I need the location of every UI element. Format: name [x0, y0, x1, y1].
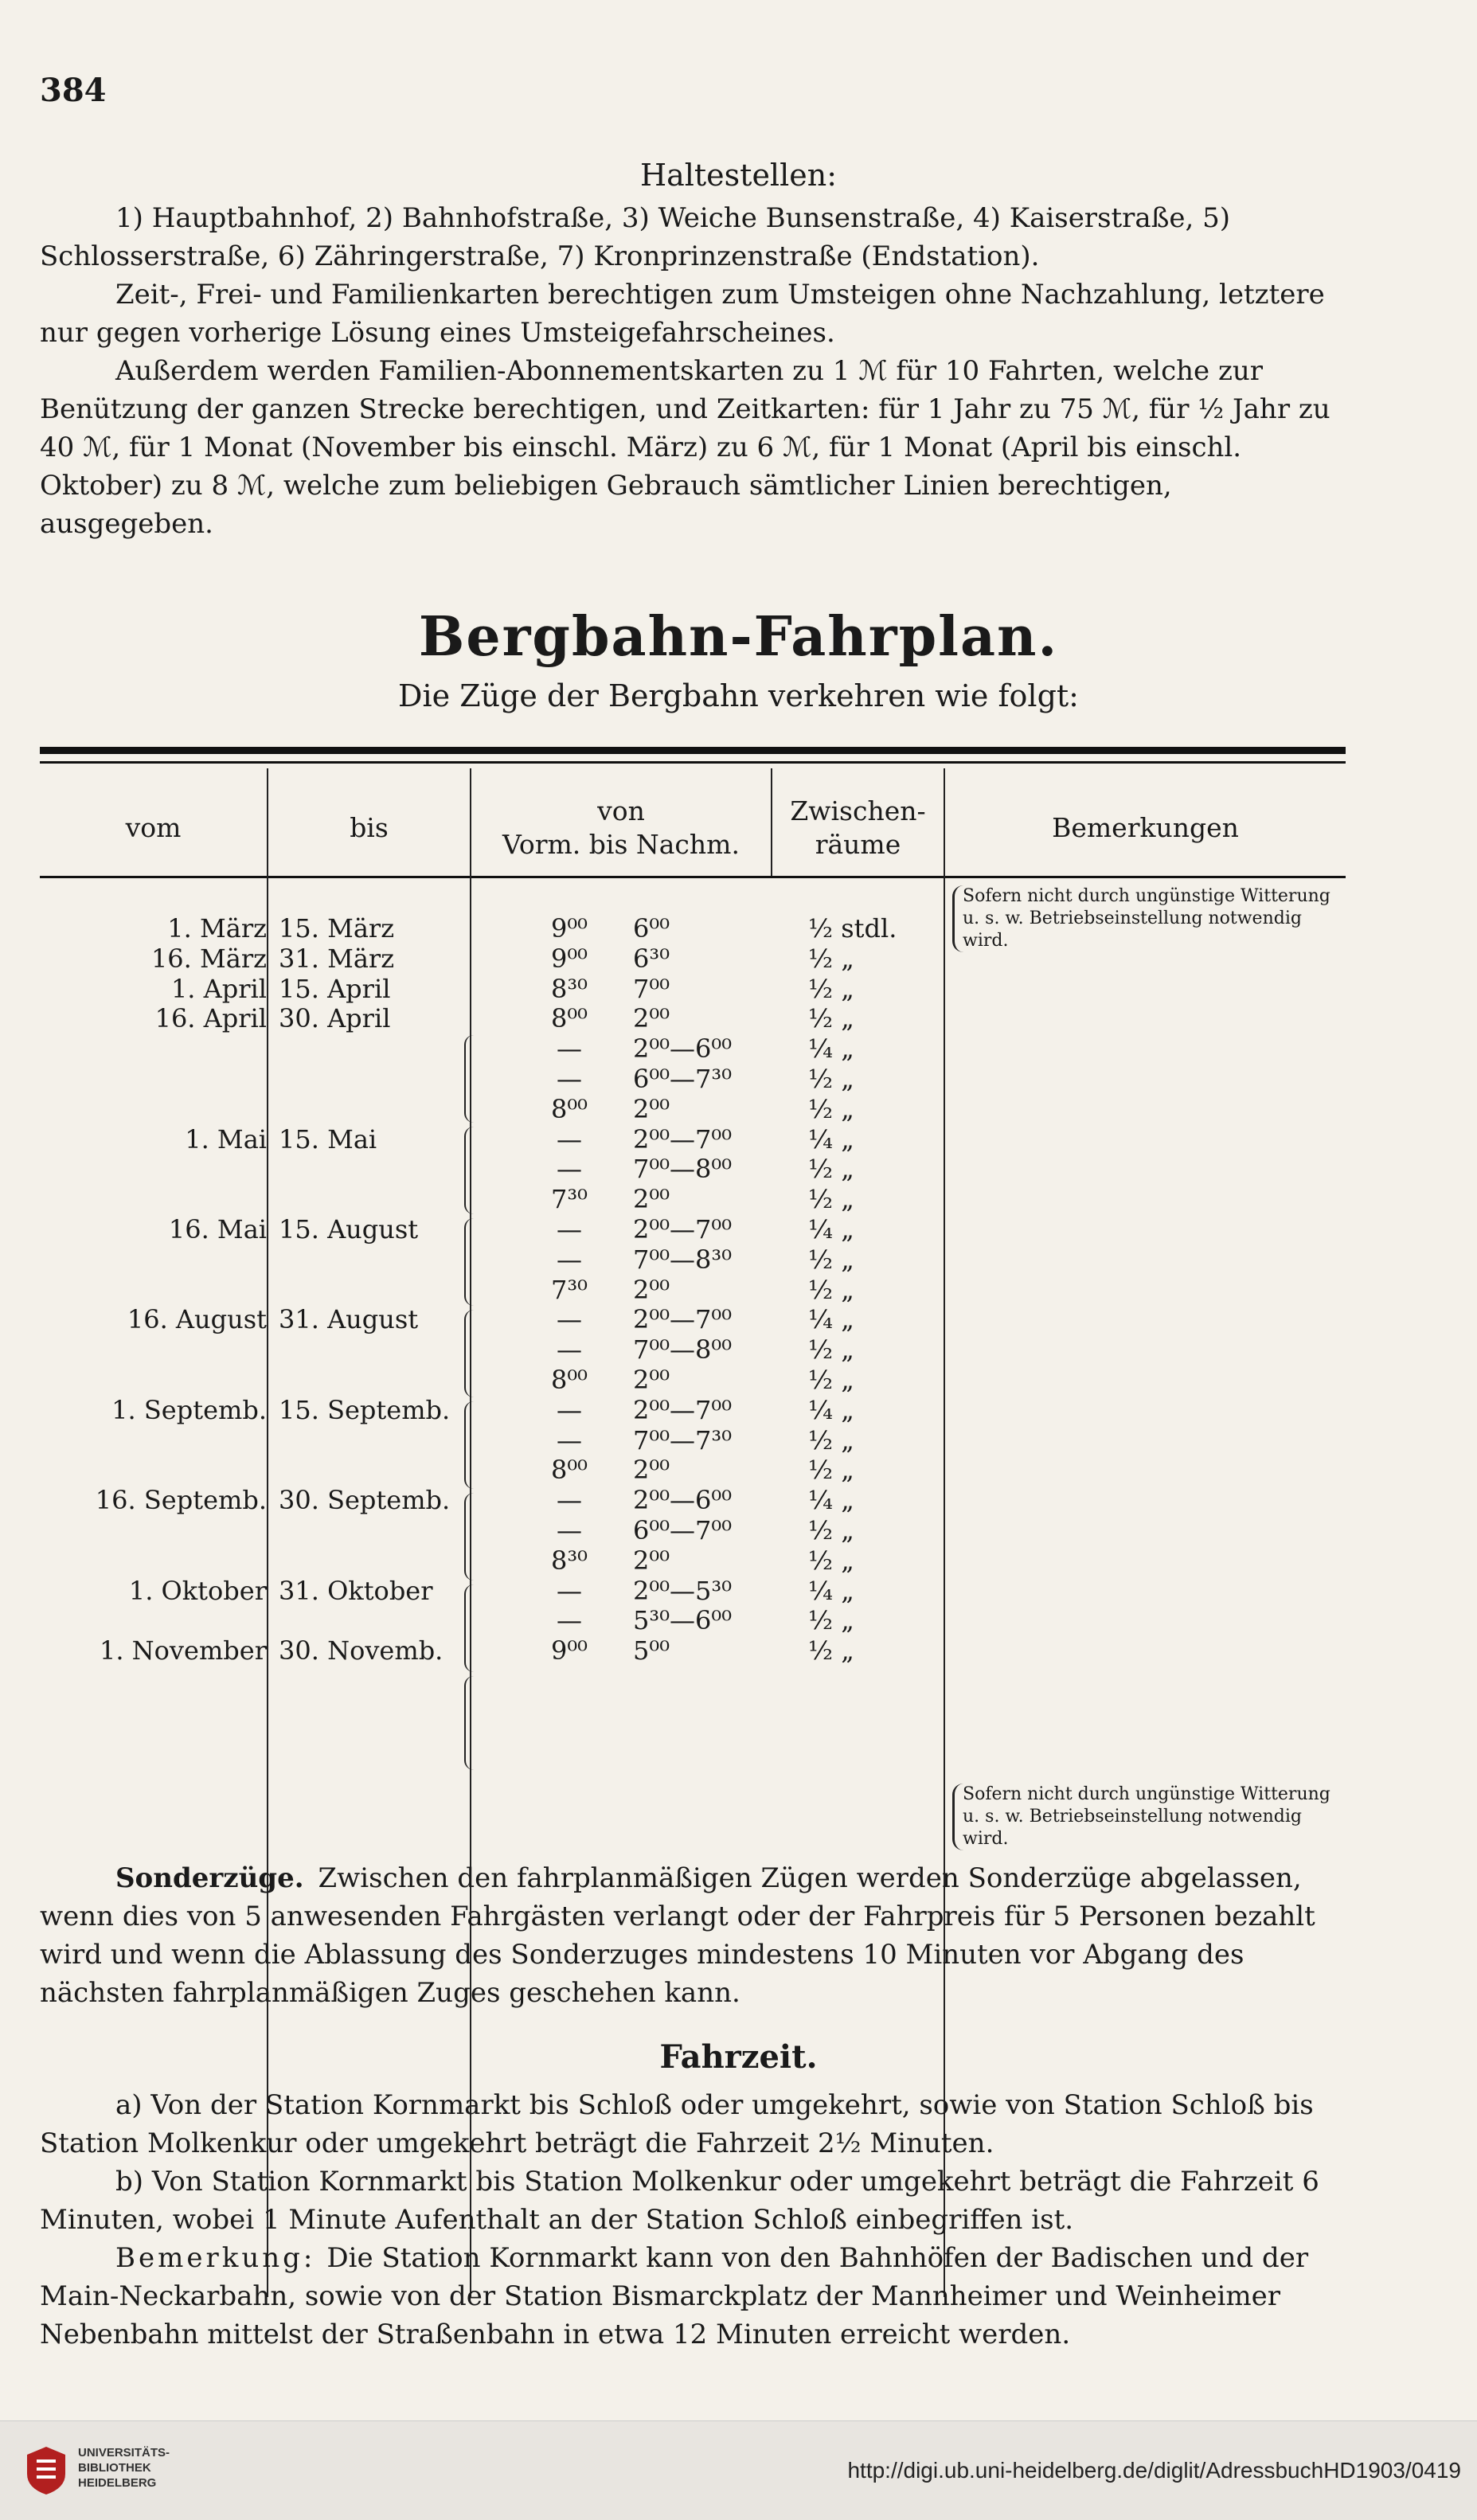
interval-cell: ½ „ [808, 1635, 854, 1666]
morning-time-cell: 8⁰⁰ [550, 1455, 588, 1486]
header-times-top: von [597, 795, 645, 826]
afternoon-time-cell: 2⁰⁰ [633, 1184, 670, 1215]
table-row [40, 914, 1346, 944]
morning-time-cell: 8³⁰ [550, 1545, 588, 1576]
travel-time-note [40, 2239, 1346, 2354]
special-trains-heading: Sonderzüge. [115, 1862, 304, 1894]
morning-time-cell: — [557, 1063, 582, 1094]
table-top-rule [40, 747, 1346, 754]
table-row [40, 1426, 1346, 1456]
table-row [40, 1185, 1346, 1215]
morning-time-cell: — [557, 1485, 582, 1516]
table-row [40, 1095, 1346, 1125]
interval-cell: ½ „ [808, 1184, 854, 1215]
morning-time-cell: — [557, 1394, 582, 1425]
special-trains-paragraph [40, 1859, 1346, 2012]
afternoon-time-cell: 2⁰⁰—6⁰⁰ [633, 1485, 733, 1516]
to-cell: 15. März [279, 913, 395, 944]
table-row [40, 1305, 1346, 1335]
table-row [40, 1335, 1346, 1365]
interval-cell: ½ „ [808, 1424, 854, 1455]
table-row [40, 1636, 1346, 1666]
table-row [40, 1576, 1346, 1607]
morning-time-cell: 9⁰⁰ [550, 943, 588, 974]
morning-time-cell: 8⁰⁰ [550, 1093, 588, 1124]
afternoon-time-cell: 2⁰⁰ [633, 1093, 670, 1124]
travel-time-note-label: Bemerkung: [115, 2242, 316, 2274]
table-row [40, 1276, 1346, 1306]
afternoon-time-cell: 2⁰⁰—7⁰⁰ [633, 1213, 733, 1244]
table-top-rule-thin [40, 761, 1346, 764]
afternoon-time-cell: 7⁰⁰—8⁰⁰ [633, 1334, 733, 1365]
library-name-line1: UNIVERSITÄTS- [78, 2446, 170, 2459]
footer-bar [0, 2420, 1477, 2520]
header-to-label: bis [350, 812, 389, 843]
afternoon-time-cell: 5⁰⁰ [633, 1635, 670, 1666]
table-row [40, 1396, 1346, 1426]
afternoon-time-cell: 6³⁰ [633, 943, 670, 974]
to-cell: 30. Septemb. [279, 1485, 451, 1516]
interval-cell: ½ „ [808, 1364, 854, 1395]
table-row [40, 1215, 1346, 1245]
page-number: 384 [40, 72, 107, 109]
interval-cell: ¼ „ [808, 1575, 854, 1606]
stops-list: 1) Hauptbahnhof, 2) Bahnhofstraße, 3) Weiche Bunsenstraße, 4) Kaiserstraße, 5) Schlosserstraße, 6) Zähringerstraße, 7) Kronprinzenstraße (Endstation). [40, 202, 1231, 272]
remark-top: Sofern nicht durch ungünstige Witterung u. s. w. Betriebseinstellung notwendig wird. [952, 885, 1345, 952]
interval-cell: ½ „ [808, 1545, 854, 1576]
travel-time-b: b) Von Station Kornmarkt bis Station Molkenkur oder umgekehrt beträgt die Fahrzeit 6 Minuten, wobei 1 Minute Aufenthalt an der Station Schloß einbegriffen ist. [40, 2166, 1319, 2236]
from-cell: 1. Septemb. [111, 1394, 267, 1425]
morning-time-cell: 8³⁰ [550, 973, 588, 1004]
to-cell: 31. August [279, 1304, 419, 1335]
afternoon-time-cell: 7⁰⁰—7³⁰ [633, 1424, 733, 1455]
morning-time-cell: 7³⁰ [550, 1184, 588, 1215]
to-cell: 15. April [279, 973, 391, 1004]
table-row [40, 1516, 1346, 1546]
interval-cell: ½ „ [808, 943, 854, 974]
library-name-line2: BIBLIOTHEK [78, 2461, 151, 2475]
table-row [40, 1155, 1346, 1185]
to-cell: 31. März [279, 943, 395, 974]
from-cell: 16. April [154, 1003, 267, 1034]
travel-time-note-text: Die Station Kornmarkt kann von den Bahnhöfen der Badischen und der Main-Neckarbahn, sowie von der Station Bismarckplatz der Mannheimer und Weinheimer Nebenbahn mittelst der Straßenbahn in etwa 12 Minuten erreicht werden. [40, 2242, 1309, 2350]
table-row [40, 1546, 1346, 1576]
interval-cell: ¼ „ [808, 1304, 854, 1335]
stops-section [40, 199, 1346, 543]
header-remarks-label: Bemerkungen [1052, 812, 1239, 843]
header-to [268, 784, 470, 872]
afternoon-time-cell: 2⁰⁰—6⁰⁰ [633, 1033, 733, 1065]
from-cell: 1. Oktober [128, 1575, 267, 1606]
schedule-subtitle: Die Züge der Bergbahn verkehren wie folgt: [398, 678, 1079, 713]
morning-time-cell: 8⁰⁰ [550, 1003, 588, 1034]
morning-time-cell: — [557, 1244, 582, 1275]
special-trains-section [40, 1859, 1346, 2012]
from-cell: 16. März [150, 943, 267, 974]
afternoon-time-cell: 2⁰⁰—5³⁰ [633, 1575, 733, 1606]
morning-time-cell: — [557, 1033, 582, 1065]
interval-cell: ¼ „ [808, 1213, 854, 1244]
afternoon-time-cell: 2⁰⁰ [633, 1364, 670, 1395]
interval-cell: ¼ „ [808, 1485, 854, 1516]
interval-cell: ¼ „ [808, 1123, 854, 1155]
header-interval [772, 784, 944, 872]
morning-time-cell: — [557, 1424, 582, 1455]
to-cell: 30. Novemb. [279, 1635, 443, 1666]
table-row [40, 1606, 1346, 1636]
header-interval-line1: Zwischen- [790, 795, 926, 826]
interval-cell: ½ „ [808, 1154, 854, 1185]
interval-cell: ½ „ [808, 973, 854, 1004]
header-remarks [945, 784, 1346, 872]
afternoon-time-cell: 6⁰⁰—7⁰⁰ [633, 1514, 733, 1545]
header-from [40, 784, 267, 872]
morning-time-cell: — [557, 1304, 582, 1335]
morning-time-cell: — [557, 1123, 582, 1155]
interval-cell: ½ stdl. [808, 913, 897, 944]
afternoon-time-cell: 6⁰⁰—7³⁰ [633, 1063, 733, 1094]
interval-cell: ½ „ [808, 1455, 854, 1486]
from-cell: 1. April [170, 973, 267, 1004]
morning-time-cell: 8⁰⁰ [550, 1364, 588, 1395]
afternoon-time-cell: 7⁰⁰ [633, 973, 670, 1004]
table-header-rule [40, 876, 1346, 878]
travel-time-section [40, 2086, 1346, 2354]
to-cell: 15. August [279, 1213, 419, 1244]
group-bracket [464, 1676, 482, 1770]
special-trains-text: Zwischen den fahrplanmäßigen Zügen werden Sonderzüge abgelassen, wenn dies von 5 anwesenden Fahrgästen verlangt oder der Fahrpreis für 5 Personen bezahlt wird und wenn die Ablassung des Sonderzuges mindestens 10 Minuten vor Abgang des nächsten fahrplanmäßigen Zuges geschehen kann. [40, 1862, 1315, 2009]
travel-time-a: a) Von der Station Kornmarkt bis Schloß oder umgekehrt, sowie von Station Schloß bis Station Molkenkur oder umgekehrt beträgt die Fahrzeit 2½ Minuten. [40, 2089, 1314, 2159]
table-row [40, 1034, 1346, 1065]
table-row [40, 975, 1346, 1005]
afternoon-time-cell: 2⁰⁰—7⁰⁰ [633, 1123, 733, 1155]
header-times [471, 784, 771, 872]
table-row [40, 1065, 1346, 1095]
afternoon-time-cell: 2⁰⁰ [633, 1274, 670, 1305]
morning-time-cell: — [557, 1334, 582, 1365]
interval-cell: ½ „ [808, 1605, 854, 1636]
table-row [40, 1365, 1346, 1396]
table-row [40, 1455, 1346, 1486]
interval-cell: ½ „ [808, 1063, 854, 1094]
morning-time-cell: 9⁰⁰ [550, 1635, 588, 1666]
interval-cell: ½ „ [808, 1003, 854, 1034]
morning-time-cell: — [557, 1575, 582, 1606]
travel-time-title: Fahrzeit. [659, 2038, 818, 2076]
header-interval-line2: räume [815, 829, 901, 860]
from-cell: 1. März [167, 913, 267, 944]
afternoon-time-cell: 2⁰⁰—7⁰⁰ [633, 1304, 733, 1335]
afternoon-time-cell: 5³⁰—6⁰⁰ [633, 1605, 733, 1636]
subscription-note: Außerdem werden Familien-Abonnementskarten zu 1 ℳ für 10 Fahrten, welche zur Benützung der ganzen Strecke berechtigen, und Zeitkarten: für 1 Jahr zu 75 ℳ, für ½ Jahr zu 40 ℳ, für 1 Monat (November bis einschl. März) zu 6 ℳ, für 1 Monat (April bis einschl. Oktober) zu 8 ℳ, welche zum beliebigen Gebrauch sämtlicher Linien berechtigen, ausgegeben. [40, 355, 1330, 540]
table-row [40, 944, 1346, 975]
interval-cell: ½ „ [808, 1274, 854, 1305]
table-row [40, 1004, 1346, 1034]
afternoon-time-cell: 7⁰⁰—8⁰⁰ [633, 1154, 733, 1185]
remark-bottom: Sofern nicht durch ungünstige Witterung u. s. w. Betriebseinstellung notwendig wird. [952, 1784, 1345, 1850]
from-cell: 1. November [99, 1635, 267, 1666]
schedule-title: Bergbahn-Fahrplan. [418, 605, 1059, 669]
morning-time-cell: — [557, 1514, 582, 1545]
interval-cell: ¼ „ [808, 1394, 854, 1425]
interval-cell: ½ „ [808, 1093, 854, 1124]
university-seal-icon [22, 2444, 70, 2498]
schedule-table-body [40, 914, 1346, 1666]
header-from-label: vom [125, 812, 182, 843]
afternoon-time-cell: 2⁰⁰ [633, 1455, 670, 1486]
table-row [40, 1125, 1346, 1155]
from-cell: 16. August [127, 1304, 267, 1335]
afternoon-time-cell: 2⁰⁰ [633, 1003, 670, 1034]
from-cell: 1. Mai [185, 1123, 267, 1155]
header-times-bottom: Vorm. bis Nachm. [502, 829, 740, 860]
interval-cell: ½ „ [808, 1244, 854, 1275]
source-url-link[interactable]: http://digi.ub.uni-heidelberg.de/diglit/AdressbuchHD1903/0419 [847, 2458, 1461, 2483]
morning-time-cell: — [557, 1213, 582, 1244]
table-row [40, 1486, 1346, 1516]
interval-cell: ½ „ [808, 1334, 854, 1365]
interval-cell: ¼ „ [808, 1033, 854, 1065]
morning-time-cell: 9⁰⁰ [550, 913, 588, 944]
to-cell: 15. Mai [279, 1123, 377, 1155]
to-cell: 31. Oktober [279, 1575, 433, 1606]
morning-time-cell: 7³⁰ [550, 1274, 588, 1305]
table-row [40, 1245, 1346, 1276]
to-cell: 15. Septemb. [279, 1394, 451, 1425]
library-name-line3: HEIDELBERG [78, 2476, 157, 2490]
library-name [78, 2445, 170, 2491]
to-cell: 30. April [279, 1003, 391, 1034]
stops-title: Haltestellen: [639, 158, 838, 193]
afternoon-time-cell: 6⁰⁰ [633, 913, 670, 944]
afternoon-time-cell: 2⁰⁰—7⁰⁰ [633, 1394, 733, 1425]
interval-cell: ½ „ [808, 1514, 854, 1545]
from-cell: 16. Septemb. [95, 1485, 267, 1516]
morning-time-cell: — [557, 1605, 582, 1636]
from-cell: 16. Mai [168, 1213, 267, 1244]
afternoon-time-cell: 7⁰⁰—8³⁰ [633, 1244, 733, 1275]
morning-time-cell: — [557, 1154, 582, 1185]
tickets-note: Zeit-, Frei- und Familienkarten berechtigen zum Umsteigen ohne Nachzahlung, letztere nur gegen vorherige Lösung eines Umsteigefahrscheines. [40, 279, 1325, 349]
afternoon-time-cell: 2⁰⁰ [633, 1545, 670, 1576]
